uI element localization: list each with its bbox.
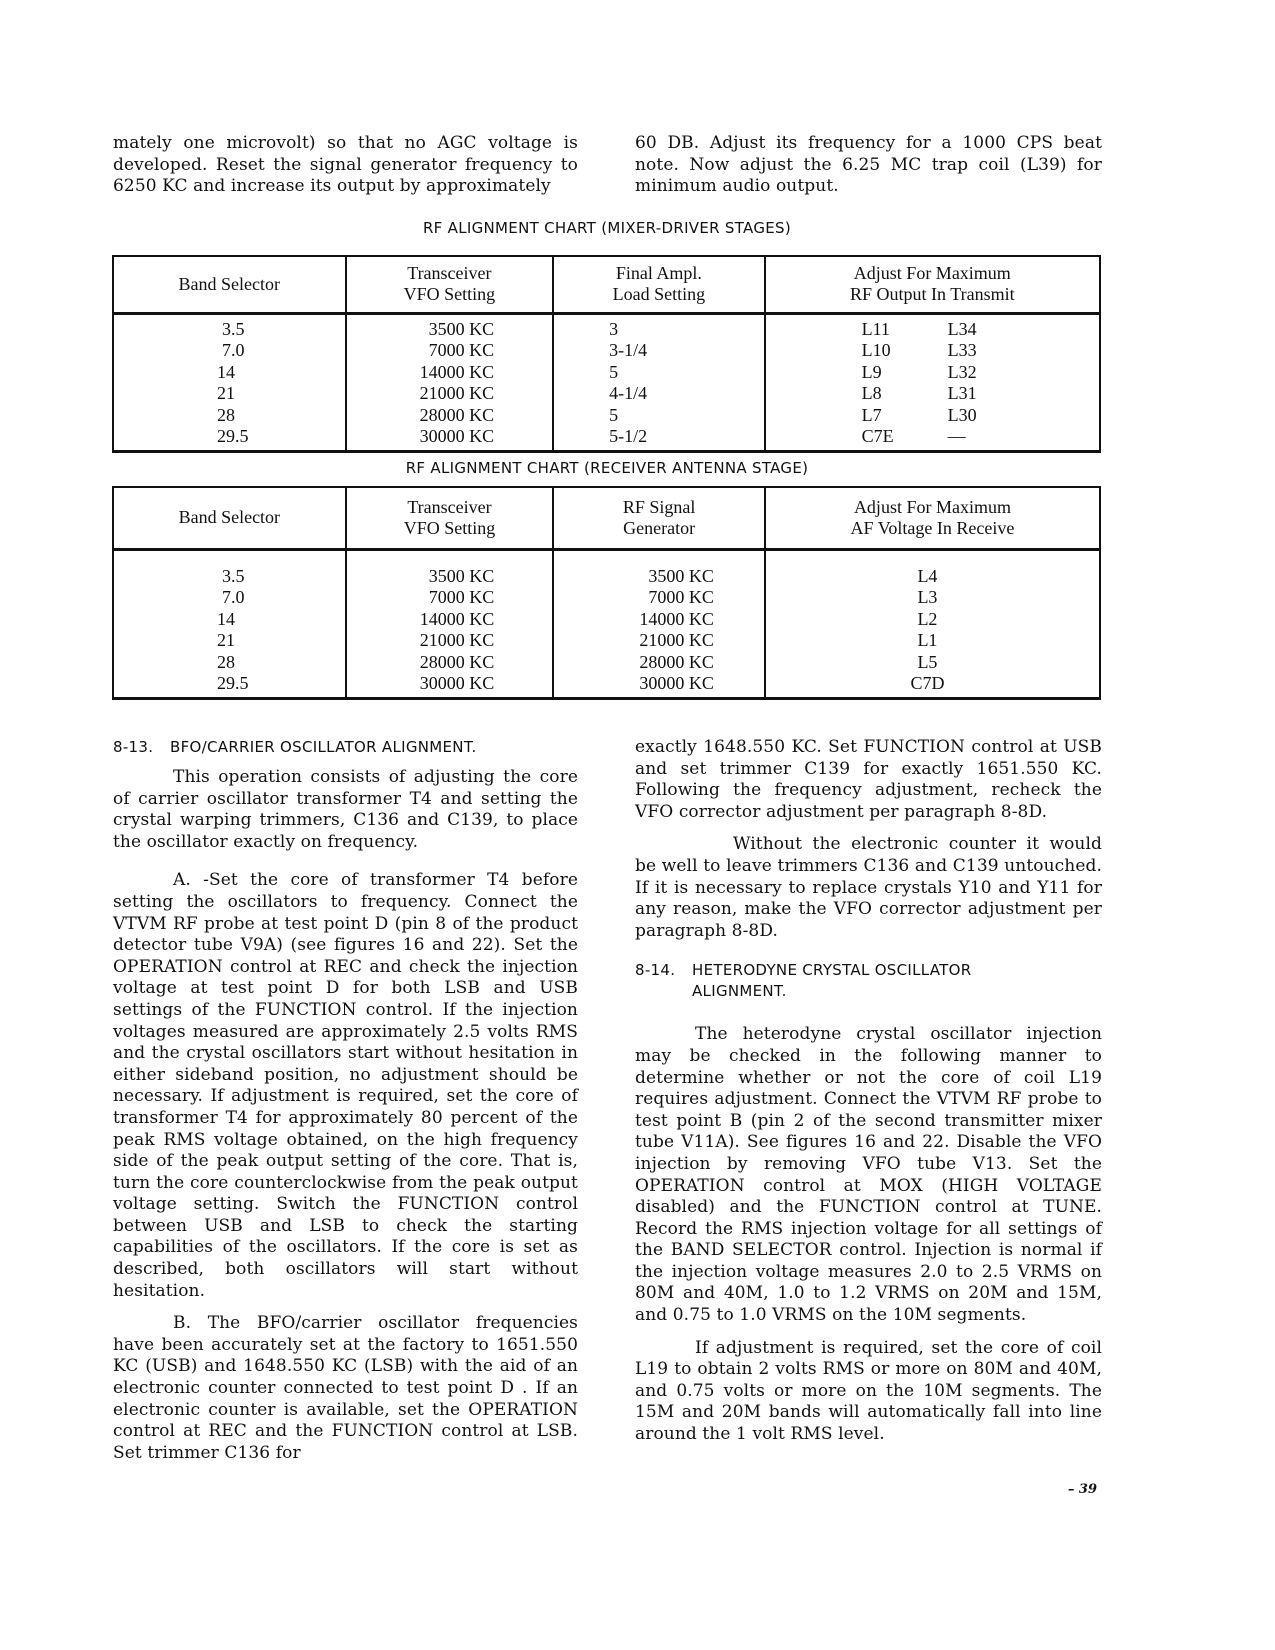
chart2-title: RF ALIGNMENT CHART (RECEIVER ANTENNA STAGE)	[405, 459, 809, 477]
header-vfo-setting: Transceiver VFO Setting	[346, 487, 554, 549]
right-column-lower	[635, 737, 1102, 1446]
section-number: 8-14.	[635, 961, 676, 980]
adjust-column: L4 L3 L2 L1 L5 C7D	[765, 549, 1100, 698]
paragraph-text: 60 DB. Adjust its frequency for a 1000 CPS beat note. Now adjust the 6.25 MC trap coil (L39) for minimum audio output.	[635, 133, 1102, 197]
table-header-row	[113, 487, 1100, 549]
header-rf-signal-generator: RF Signal Generator	[553, 487, 765, 549]
header-vfo-setting: Transceiver VFO Setting	[346, 256, 554, 313]
table-header-row	[113, 256, 1100, 313]
section-8-14-paragraph-1: The heterodyne crystal oscillator injection may be checked in the following manner to determine whether or not the core of coil L19 requires adjustment. Connect the VTVM RF probe to test point B (pin 2 of the second transmitter mixer tube V11A). See figures 16 and 22. Disable the VFO injection by removing VFO tube V13. Set the OPERATION control at MOX (HIGH VOLTAGE disabled) and the FUNCTION control at TUNE. Record the RMS injection voltage for all settings of the BAND SELECTOR control. Injection is normal if the injection voltage measures 2.0 to 2.5 VRMS on 80M and 40M, 1.0 to 1.2 VRMS on 20M and 15M, and 0.75 to 1.0 VRMS on the 10M segments.	[635, 1024, 1102, 1326]
header-band-selector: Band Selector	[113, 256, 346, 313]
paragraph-a: A. -Set the core of transformer T4 before setting the oscillators to frequency. Connect the VTVM RF probe at test point D (pin 8 of the product detector tube V9A) (see figures 16 and 22). Set the OPERATION control at REC and check the injection voltage at test point D for both LSB and USB settings of the FUNCTION control. If the injection voltages measured are approximately 2.5 volts RMS and the crystal oscillators start without hesitation in either sideband position, no adjustment should be necessary. If adjustment is required, set the core of transformer T4 for approximately 80 percent of the peak RMS voltage obtained, on the high frequency side of the peak output setting of the core. That is, turn the core counterclockwise from the peak output voltage setting. Switch the FUNCTION control between USB and LSB to check the starting capabilities of the oscillators. If the core is set as described, both oscillators will start without hesitation.	[113, 870, 578, 1301]
section-title-line2: ALIGNMENT.	[692, 982, 787, 1001]
paragraph-c: Without the electronic counter it would be well to leave trimmers C136 and C139 untouched. If it is necessary to replace crystals Y10 and Y11 for any reason, make the VFO corrector adjustment per paragraph 8-8D.	[635, 834, 1102, 941]
band-column: 3.5 7.0 14 21 28 29.5	[113, 549, 346, 698]
chart1-title: RF ALIGNMENT CHART (MIXER-DRIVER STAGES)	[422, 219, 792, 237]
section-intro: This operation consists of adjusting the core of carrier oscillator transformer T4 and setting the crystal warping trimmers, C136 and C139, to place the oscillator exactly on frequency.	[113, 767, 578, 852]
adjust-column: L11 L34 L10 L33 L9 L32 L8 L31 L7 L30 C7E —	[765, 313, 1100, 451]
generator-column: 3500 KC 7000 KC 14000 KC 21000 KC 28000 KC 30000 KC	[553, 549, 765, 698]
section-8-14-paragraph-2: If adjustment is required, set the core of coil L19 to obtain 2 volts RMS or more on 80M and 40M, and 0.75 volts or more on the 10M segments. The 15M and 20M bands will automatically fall into line around the 1 volt RMS level.	[635, 1337, 1102, 1445]
header-load-setting: Final Ampl. Load Setting	[553, 256, 764, 313]
section-title-line1: HETERODYNE CRYSTAL OSCILLATOR	[692, 961, 972, 980]
load-column: 3 3-1/4 5 4-1/4 5 5-1/2	[553, 313, 764, 451]
section-heading	[113, 737, 578, 758]
page-number: – 39	[1067, 1482, 1097, 1497]
vfo-column: 3500 KC 7000 KC 14000 KC 21000 KC 28000 KC 30000 KC	[346, 549, 554, 698]
section-title: BFO/CARRIER OSCILLATOR ALIGNMENT.	[170, 738, 477, 756]
chart1-table	[112, 255, 1101, 453]
header-adjust-rf-output: Adjust For Maximum RF Output In Transmit	[765, 256, 1100, 313]
top-right-paragraph	[635, 133, 1102, 198]
paragraph-b: B. The BFO/carrier oscillator frequencies have been accurately set at the factory to 1651.550 KC (USB) and 1648.550 KC (LSB) with the aid of an electronic counter connected to test point D . If an electronic counter is available, set the OPERATION control at REC and the FUNCTION control at LSB. Set trimmer C136 for	[113, 1313, 578, 1463]
section-number: 8-13.	[113, 738, 154, 756]
header-adjust-af-voltage: Adjust For Maximum AF Voltage In Receive	[765, 487, 1100, 549]
top-left-paragraph	[113, 133, 578, 198]
section-8-13	[113, 737, 578, 1464]
table-row	[113, 549, 1100, 698]
band-column: 3.5 7.0 14 21 28 29.5	[113, 313, 346, 451]
chart2-table	[112, 486, 1101, 700]
section-heading	[635, 960, 1102, 1002]
paragraph-text: mately one microvolt) so that no AGC voltage is developed. Reset the signal generator frequency to 6250 KC and increase its output by approximately	[113, 133, 578, 197]
paragraph-b-continued: exactly 1648.550 KC. Set FUNCTION control at USB and set trimmer C139 for exactly 1651.550 KC. Following the frequency adjustment, recheck the VFO corrector adjustment per paragraph 8-8D.	[635, 737, 1102, 822]
table-row	[113, 313, 1100, 451]
header-band-selector: Band Selector	[113, 487, 346, 549]
vfo-column: 3500 KC 7000 KC 14000 KC 21000 KC 28000 KC 30000 KC	[346, 313, 554, 451]
